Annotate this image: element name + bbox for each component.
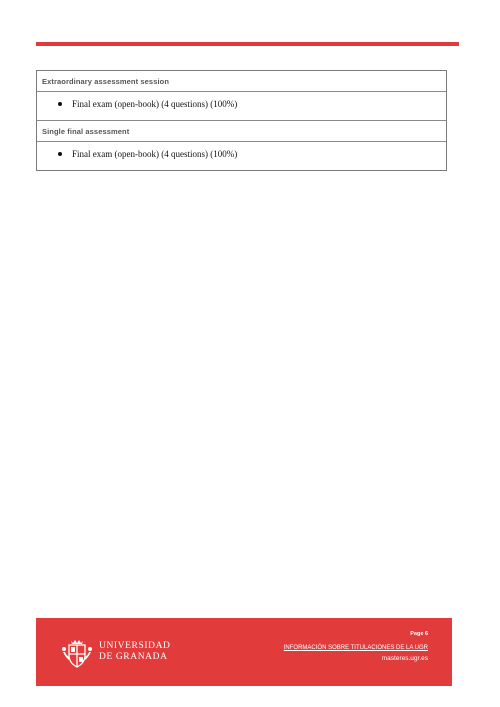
degree-info-link[interactable]: INFORMACIÓN SOBRE TITULACIONES DE LA UGR xyxy=(283,645,428,651)
page-number: Page 6 xyxy=(410,631,428,637)
university-name-line2: DE GRANADA xyxy=(99,652,168,662)
section-body-extraordinary xyxy=(37,92,446,121)
assessment-table xyxy=(36,70,447,171)
section-heading-single-final: Single final assessment xyxy=(37,121,446,142)
university-name xyxy=(99,641,171,663)
list-item-text: Final exam (open-book) (4 questions) (100%) xyxy=(72,99,238,109)
university-crest-icon xyxy=(60,636,94,670)
page-footer xyxy=(36,618,452,686)
header-rule xyxy=(36,42,459,46)
section-heading-extraordinary: Extraordinary assessment session xyxy=(37,71,446,92)
bullet-icon xyxy=(58,102,62,106)
section-body-single-final xyxy=(37,142,446,170)
list-item-text: Final exam (open-book) (4 questions) (100%) xyxy=(72,149,238,159)
website-link[interactable]: masteres.ugr.es xyxy=(381,655,428,662)
bullet-icon xyxy=(58,152,62,156)
list-item xyxy=(37,149,446,159)
list-item xyxy=(37,99,446,109)
university-name-line1: UNIVERSIDAD xyxy=(99,641,171,651)
